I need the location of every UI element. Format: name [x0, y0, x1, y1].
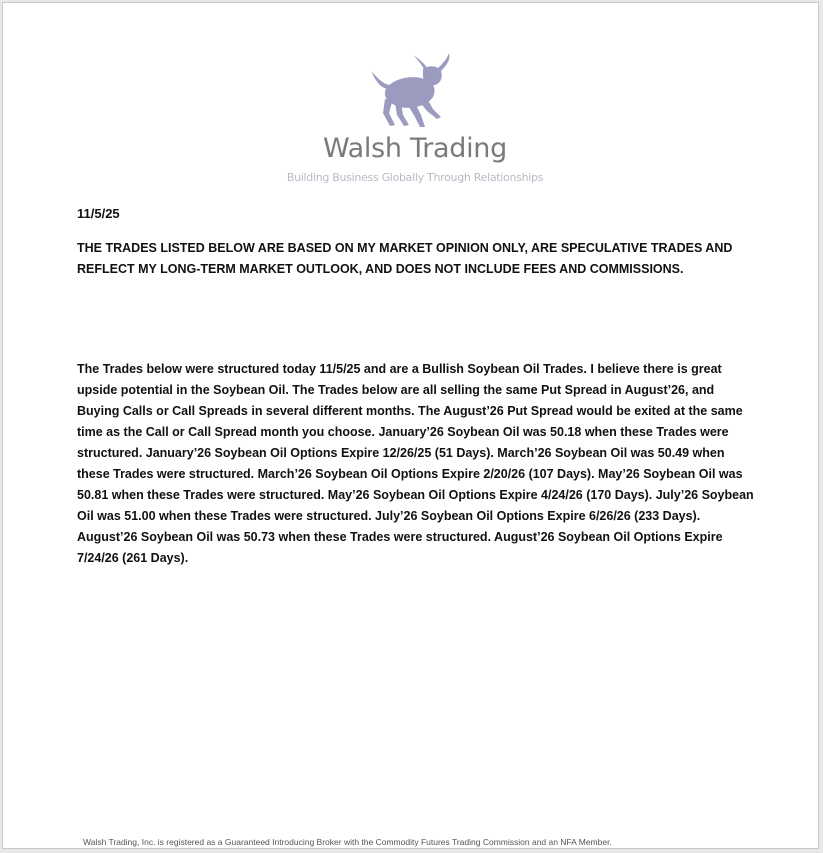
brand-tagline: Building Business Globally Through Relationships [286, 171, 544, 184]
document-page [2, 2, 819, 849]
company-logo [283, 51, 547, 187]
document-date: 11/5/25 [77, 206, 120, 221]
trade-description-paragraph: The Trades below were structured today 11/5/25 and are a Bullish Soybean Oil Trades. I believe there is great upside potential in the Soybean Oil. The Trades below are all selling the same Put Spread in August’26, and Buying Calls or Call Spreads in several different months. The August’26 Put Spread would be exited at the same time as the Call or Call Spread month you choose. January’26 Soybean Oil was 50.18 when these Trades were structured. January’26 Soybean Oil Options Expire 12/26/25 (51 Days). March’26 Soybean Oil was 50.49 when these Trades were structured. March’26 Soybean Oil Options Expire 2/20/26 (107 Days). May’26 Soybean Oil was 50.81 when these Trades were structured. May’26 Soybean Oil Options Expire 4/24/26 (170 Days). July’26 Soybean Oil was 51.00 when these Trades were structured. July’26 Soybean Oil Options Expire 6/26/26 (233 Days). August’26 Soybean Oil was 50.73 when these Trades were structured. August’26 Soybean Oil Options Expire 7/24/26 (261 Days). [77, 362, 754, 565]
disclaimer-paragraph: THE TRADES LISTED BELOW ARE BASED ON MY MARKET OPINION ONLY, ARE SPECULATIVE TRADES AND REFLECT MY LONG-TERM MARKET OUTLOOK, AND DOES NOT INCLUDE FEES AND COMMISSIONS. [77, 241, 733, 276]
bull-icon [367, 51, 463, 131]
brand-name: Walsh Trading [323, 133, 507, 164]
footer-disclosure: Walsh Trading, Inc. is registered as a Guaranteed Introducing Broker with the Commodity Futures Trading Commission and an NFA Member. [83, 837, 612, 847]
